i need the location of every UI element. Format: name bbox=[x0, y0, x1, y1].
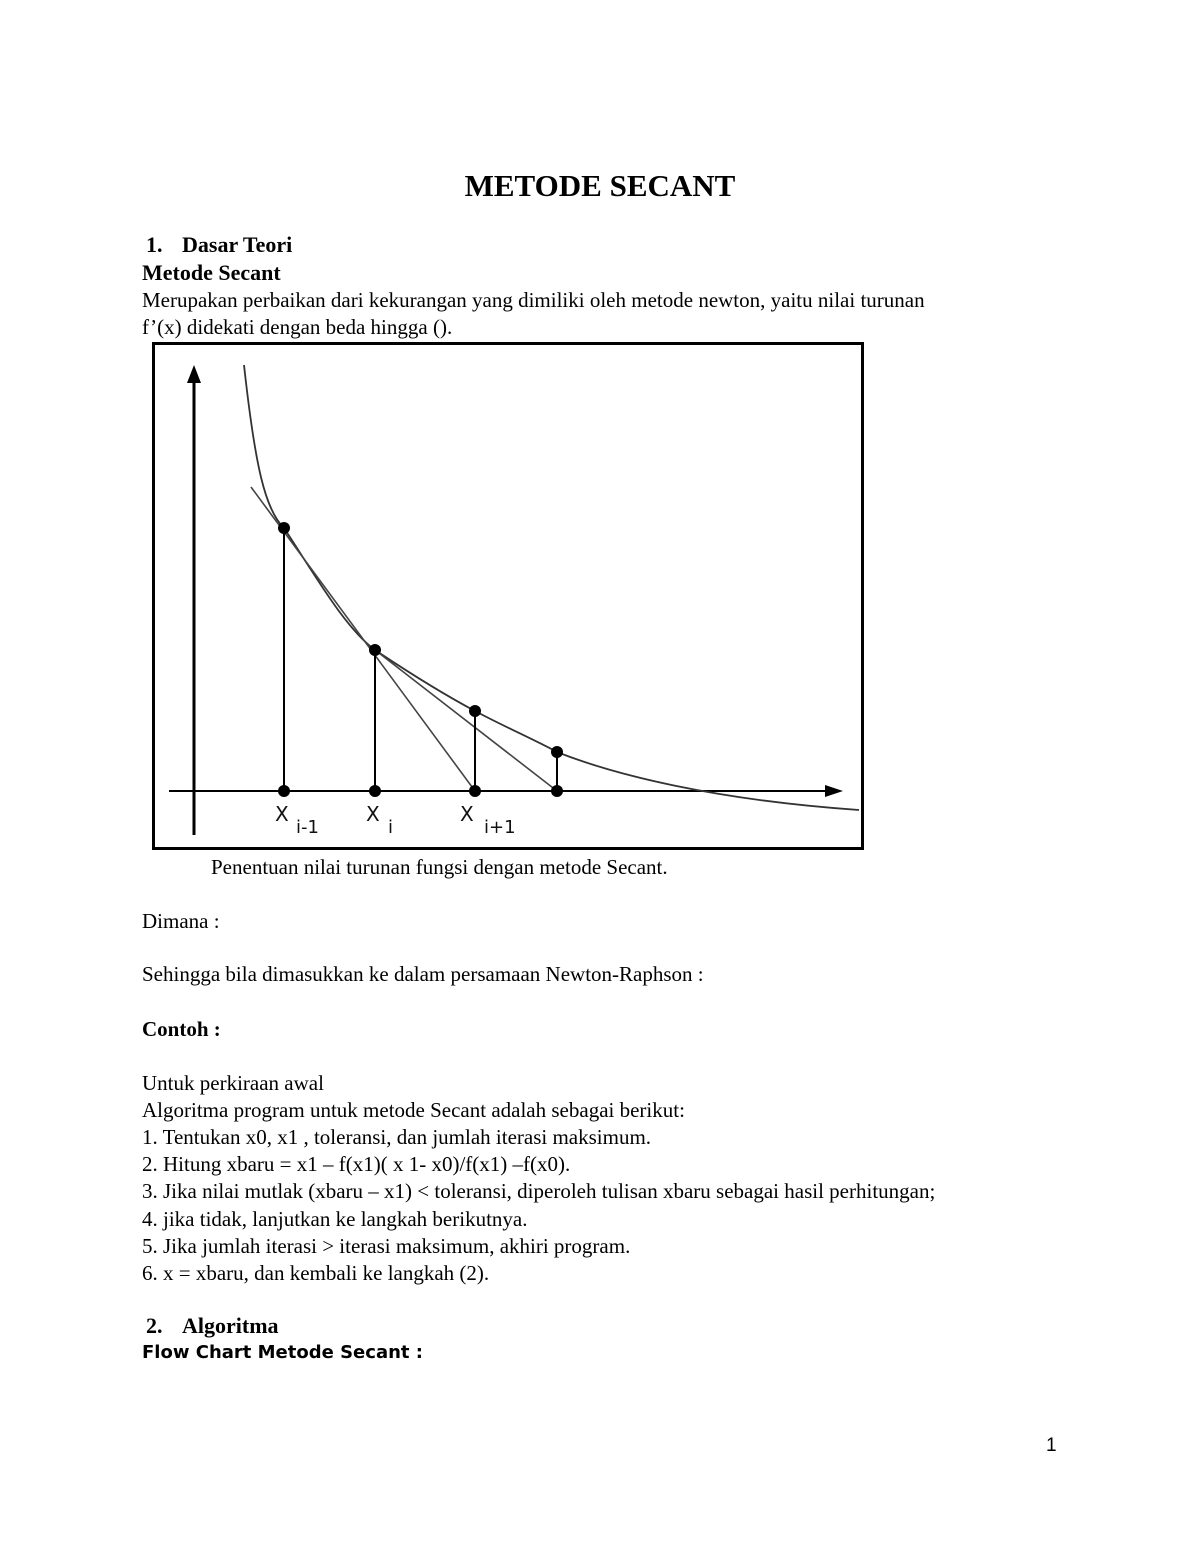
sehingga-text: Sehingga bila dimasukkan ke dalam persamaan Newton-Raphson : bbox=[142, 962, 704, 986]
axis-point-xi bbox=[369, 785, 381, 797]
step-item: 6. x = xbaru, dan kembali ke langkah (2). bbox=[142, 1261, 490, 1285]
label-x-ip1-sub: i+1 bbox=[484, 817, 516, 838]
untuk-text: Untuk perkiraan awal bbox=[142, 1071, 324, 1095]
label-x-im1-sub: i-1 bbox=[296, 817, 319, 838]
curve-point-4 bbox=[551, 746, 563, 758]
label-x-i-sub: i bbox=[388, 817, 394, 838]
step-item: 2. Hitung xbaru = x1 – f(x1)( x 1- x0)/f(x1) –f(x0). bbox=[142, 1152, 571, 1176]
section-2-heading bbox=[146, 1313, 279, 1339]
section-2-title: Algoritma bbox=[182, 1313, 279, 1338]
section-1-title: Dasar Teori bbox=[182, 232, 293, 257]
section-2-number: 2. bbox=[146, 1313, 163, 1338]
axis-point-xim1 bbox=[278, 785, 290, 797]
y-axis-arrow-icon bbox=[187, 365, 201, 383]
x-axis-arrow-icon bbox=[825, 785, 843, 797]
step-item: 3. Jika nilai mutlak (xbaru – x1) < toleransi, diperoleh tulisan xbaru sebagai hasil perhitungan; bbox=[142, 1179, 936, 1203]
page-number: 1 bbox=[1046, 1435, 1057, 1456]
curve-point-2 bbox=[369, 644, 381, 656]
subheading-metode-secant: Metode Secant bbox=[142, 260, 281, 285]
step-item: 4. jika tidak, lanjutkan ke langkah berikutnya. bbox=[142, 1207, 528, 1231]
label-x-im1: X bbox=[275, 802, 289, 826]
step-item: 5. Jika jumlah iterasi > iterasi maksimum, akhiri program. bbox=[142, 1234, 631, 1258]
curve-point-3 bbox=[469, 705, 481, 717]
secant-figure bbox=[152, 342, 864, 850]
secant-diagram bbox=[155, 345, 861, 847]
step-item: 1. Tentukan x0, x1 , toleransi, dan jumlah iterasi maksimum. bbox=[142, 1125, 652, 1149]
contoh-heading: Contoh : bbox=[142, 1017, 221, 1041]
dimana-text: Dimana : bbox=[142, 909, 220, 933]
axis-point-x4 bbox=[551, 785, 563, 797]
label-x-i: X bbox=[366, 802, 380, 826]
page-title: METODE SECANT bbox=[464, 168, 736, 203]
label-x-ip1: X bbox=[460, 802, 474, 826]
paragraph-line-1: Merupakan perbaikan dari kekurangan yang dimiliki oleh metode newton, yaitu nilai turunan bbox=[142, 288, 925, 312]
secant-line-2 bbox=[375, 650, 557, 791]
axis-point-xip1 bbox=[469, 785, 481, 797]
figure-caption: Penentuan nilai turunan fungsi dengan metode Secant. bbox=[211, 855, 668, 879]
flowchart-label: Flow Chart Metode Secant : bbox=[142, 1342, 423, 1363]
section-1-number: 1. bbox=[146, 232, 163, 257]
algoritma-intro: Algoritma program untuk metode Secant adalah sebagai berikut: bbox=[142, 1098, 685, 1122]
function-curve bbox=[244, 365, 859, 810]
paragraph-line-2: f’(x) didekati dengan beda hingga (). bbox=[142, 315, 453, 339]
section-1-heading bbox=[146, 232, 292, 258]
curve-point-1 bbox=[278, 522, 290, 534]
